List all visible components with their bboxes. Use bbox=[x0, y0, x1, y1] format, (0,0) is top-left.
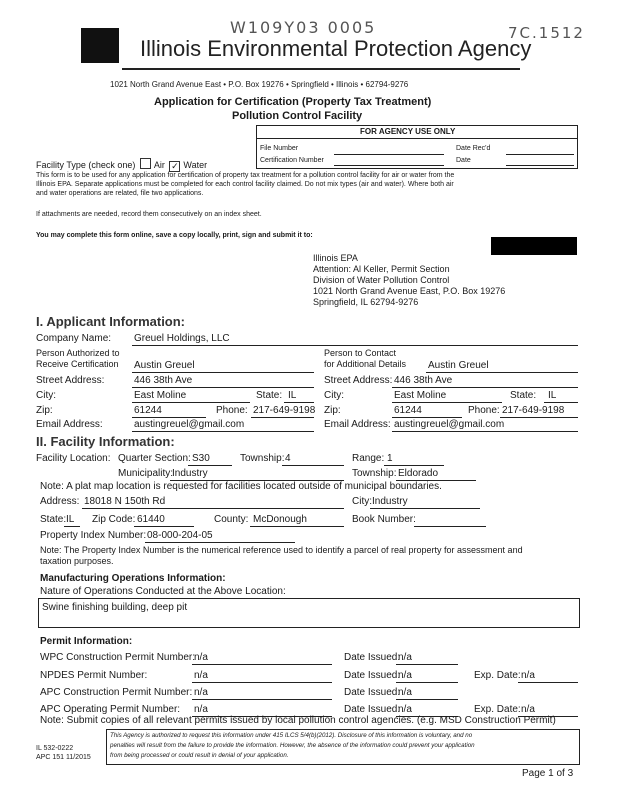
address-label: Address: bbox=[40, 496, 80, 507]
air-checkbox[interactable] bbox=[140, 158, 151, 169]
apc-operating-label: APC Operating Permit Number: bbox=[40, 704, 181, 715]
address-value[interactable]: 18018 N 150th Rd bbox=[84, 496, 166, 507]
phone2-line bbox=[500, 417, 578, 418]
email-label: Email Address: bbox=[36, 419, 103, 430]
email-line bbox=[132, 431, 314, 432]
npdes-value[interactable]: n/a bbox=[194, 670, 208, 681]
apc-construction-value[interactable]: n/a bbox=[194, 687, 208, 698]
municipality-label: Municipality: bbox=[118, 468, 174, 479]
township-line bbox=[282, 465, 344, 466]
email2-line bbox=[392, 431, 578, 432]
cert-number-line bbox=[334, 165, 444, 166]
form-revision: APC 151 11/2015 bbox=[36, 754, 91, 761]
street-line bbox=[132, 387, 314, 388]
facility-zip-value[interactable]: 61440 bbox=[137, 514, 165, 525]
date-line bbox=[506, 165, 574, 166]
permit-heading: Permit Information: bbox=[40, 636, 133, 647]
city2-value[interactable]: East Moline bbox=[394, 390, 447, 401]
instructions-line-3: and water operations are related, file two applications. bbox=[36, 190, 204, 197]
phone-label: Phone: bbox=[216, 405, 248, 416]
wpc-value[interactable]: n/a bbox=[194, 652, 208, 663]
pin-note-line-1: Note: The Property Index Number is the numerical reference used to identify a parcel of real property for assessment and bbox=[40, 545, 523, 555]
apc-operating-date-value[interactable]: n/a bbox=[398, 704, 412, 715]
contact-value[interactable]: Austin Greuel bbox=[428, 360, 489, 371]
form-title: Application for Certification (Property Tax Treatment) bbox=[154, 96, 432, 108]
phone-value[interactable]: 217-649-9198 bbox=[253, 405, 316, 416]
phone2-label: Phone: bbox=[468, 405, 500, 416]
date-recd-label: Date Rec'd bbox=[456, 145, 491, 152]
water-label: Water bbox=[183, 160, 208, 170]
zip2-label: Zip: bbox=[324, 405, 341, 416]
street2-line bbox=[392, 387, 578, 388]
nature-label: Nature of Operations Conducted at the Above Location: bbox=[40, 586, 286, 597]
municipality-value[interactable]: Industry bbox=[172, 468, 208, 479]
quarter-value[interactable]: S30 bbox=[192, 453, 210, 464]
authorized-label-2: Receive Certification bbox=[36, 359, 119, 369]
file-number-label: File Number bbox=[260, 145, 299, 152]
zip2-value[interactable]: 61244 bbox=[394, 405, 422, 416]
nature-value: Swine finishing building, deep pit bbox=[42, 602, 188, 613]
attachments-note: If attachments are needed, record them consecutively on an index sheet. bbox=[36, 211, 262, 218]
facility-type-row bbox=[36, 158, 207, 172]
state-label: State: bbox=[256, 390, 283, 401]
email-value[interactable]: austingreuel@gmail.com bbox=[134, 419, 245, 430]
street2-value[interactable]: 446 38th Ave bbox=[394, 375, 453, 386]
manufacturing-heading: Manufacturing Operations Information: bbox=[40, 573, 226, 584]
range-value[interactable]: 1 bbox=[387, 453, 393, 464]
contact-label-1: Person to Contact bbox=[324, 348, 397, 358]
county-label: County: bbox=[214, 514, 249, 525]
phone2-value[interactable]: 217-649-9198 bbox=[502, 405, 565, 416]
date-label: Date bbox=[456, 157, 471, 164]
facility-state-line bbox=[64, 526, 80, 527]
email2-value[interactable]: austingreuel@gmail.com bbox=[394, 419, 505, 430]
agency-name: Illinois Environmental Protection Agency bbox=[140, 36, 532, 61]
range-line bbox=[384, 465, 444, 466]
city2-line bbox=[392, 402, 502, 403]
apc-operating-exp-label: Exp. Date: bbox=[474, 704, 521, 715]
form-id: IL 532-0222 bbox=[36, 745, 74, 752]
npdes-label: NPDES Permit Number: bbox=[40, 670, 148, 681]
apc-operating-date-label: Date Issued: bbox=[344, 704, 401, 715]
submit-instructions: You may complete this form online, save a copy locally, print, sign and submit it to: bbox=[36, 232, 313, 239]
pin-value[interactable]: 08-000-204-05 bbox=[147, 530, 213, 541]
permit-note: Note: Submit copies of all relevant permits issued by local pollution control agencies. (e.g. MSD Construction Permit) bbox=[40, 715, 556, 726]
facility-city-line bbox=[370, 508, 480, 509]
water-checkbox[interactable] bbox=[169, 161, 180, 172]
city2-label: City: bbox=[324, 390, 344, 401]
company-label: Company Name: bbox=[36, 333, 112, 344]
instructions-line-1: This form is to be used for any application for certification of property tax treatment for a pollution control facility for air or water from the bbox=[36, 172, 455, 179]
contact-line bbox=[426, 372, 578, 373]
apc-construction-date-value[interactable]: n/a bbox=[398, 687, 412, 698]
township-name-value[interactable]: Eldorado bbox=[398, 468, 439, 479]
apc-construction-label: APC Construction Permit Number: bbox=[40, 687, 193, 698]
county-line bbox=[250, 526, 344, 527]
npdes-exp-label: Exp. Date: bbox=[474, 670, 521, 681]
mail-to-line-2: Attention: Al Keller, Permit Section bbox=[313, 264, 450, 274]
facility-zip-label: Zip Code: bbox=[92, 514, 136, 525]
city-label: City: bbox=[36, 390, 56, 401]
apc-construction-date-line bbox=[396, 699, 458, 700]
facility-city-label: City: bbox=[352, 496, 372, 507]
page-number: Page 1 of 3 bbox=[522, 768, 574, 779]
npdes-date-value[interactable]: n/a bbox=[398, 670, 412, 681]
cert-number-label: Certification Number bbox=[260, 157, 324, 164]
apc-operating-value[interactable]: n/a bbox=[194, 704, 208, 715]
apc-operating-exp-value[interactable]: n/a bbox=[521, 704, 535, 715]
pin-label: Property Index Number: bbox=[40, 530, 147, 541]
contact-label-2: for Additional Details bbox=[324, 359, 407, 369]
authorized-line bbox=[132, 372, 314, 373]
street-value[interactable]: 446 38th Ave bbox=[134, 375, 193, 386]
wpc-date-line bbox=[396, 664, 458, 665]
facility-type-label: Facility Type (check one) bbox=[36, 160, 136, 170]
mail-to-line-4: 1021 North Grand Avenue East, P.O. Box 19276 bbox=[313, 286, 506, 296]
disclaimer-line-2: penalties will result from the failure to provide the information. However, the absence of the information could prevent your application bbox=[110, 742, 475, 749]
mail-to-line-1: Illinois EPA bbox=[313, 253, 358, 263]
township-label: Township: bbox=[240, 453, 285, 464]
pin-line bbox=[145, 542, 295, 543]
wpc-date-value[interactable]: n/a bbox=[398, 652, 412, 663]
agency-box-rule bbox=[256, 138, 578, 139]
handwritten-id-right: 7C.1512 bbox=[508, 24, 585, 42]
agency-address: 1021 North Grand Avenue East • P.O. Box 19276 • Springfield • Illinois • 62794-9276 bbox=[110, 80, 409, 89]
facility-location-label: Facility Location: bbox=[36, 453, 111, 464]
township-value[interactable]: 4 bbox=[285, 453, 291, 464]
township-name-label: Township: bbox=[352, 468, 397, 479]
zip-value[interactable]: 61244 bbox=[134, 405, 162, 416]
authorized-label-1: Person Authorized to bbox=[36, 348, 120, 358]
range-label: Range: bbox=[352, 453, 385, 464]
npdes-line bbox=[192, 682, 332, 683]
file-number-line bbox=[334, 154, 444, 155]
mail-to-line-3: Division of Water Pollution Control bbox=[313, 275, 450, 285]
instructions-line-2: Illinois EPA. Separate applications must be completed for each control facility claimed. Do not mix types (air and water). Where both air bbox=[36, 181, 454, 188]
disclaimer-line-3: from being processed or could result in denial of your application. bbox=[110, 752, 289, 759]
redaction-block bbox=[491, 237, 577, 255]
disclaimer-line-1: This Agency is authorized to request this information under 415 ILCS 5/4(b)(2012). Disclosure of this information is voluntary, and no bbox=[110, 732, 473, 739]
facility-state-value[interactable]: IL bbox=[66, 514, 75, 525]
state2-value[interactable]: IL bbox=[548, 390, 557, 401]
water-check-mark: ✓ bbox=[171, 161, 179, 171]
npdes-date-label: Date Issued: bbox=[344, 670, 401, 681]
address-line bbox=[82, 508, 344, 509]
facility-section-heading: II. Facility Information: bbox=[36, 434, 175, 449]
zip-line bbox=[132, 417, 206, 418]
facility-zip-line bbox=[134, 526, 194, 527]
plat-map-note: Note: A plat map location is requested for facilities located outside of municipal boundaries. bbox=[40, 481, 442, 492]
npdes-exp-value[interactable]: n/a bbox=[521, 670, 535, 681]
book-number-label: Book Number: bbox=[352, 514, 416, 525]
date-recd-line bbox=[506, 154, 574, 155]
apc-construction-line bbox=[192, 699, 332, 700]
air-label: Air bbox=[153, 160, 165, 170]
handwritten-id: W109Y03 0005 bbox=[230, 18, 377, 37]
mail-to-line-5: Springfield, IL 62794-9276 bbox=[313, 297, 419, 307]
authorized-value[interactable]: Austin Greuel bbox=[134, 360, 195, 371]
applicant-section-heading: I. Applicant Information: bbox=[36, 314, 186, 329]
pin-note-line-2: taxation purposes. bbox=[40, 556, 114, 566]
zip-label: Zip: bbox=[36, 405, 53, 416]
quarter-line bbox=[188, 465, 232, 466]
street-label: Street Address: bbox=[36, 375, 105, 386]
company-line bbox=[132, 345, 578, 346]
form-subtitle: Pollution Control Facility bbox=[232, 110, 363, 122]
wpc-date-label: Date Issued: bbox=[344, 652, 401, 663]
agency-use-title: FOR AGENCY USE ONLY bbox=[360, 127, 456, 136]
email2-label: Email Address: bbox=[324, 419, 391, 430]
facility-city-value[interactable]: Industry bbox=[372, 496, 408, 507]
facility-state-label: State: bbox=[40, 514, 67, 525]
company-value[interactable]: Greuel Holdings, LLC bbox=[134, 333, 230, 344]
book-number-line bbox=[414, 526, 486, 527]
city-line bbox=[132, 402, 250, 403]
street2-label: Street Address: bbox=[324, 375, 393, 386]
apc-construction-date-label: Date Issued: bbox=[344, 687, 401, 698]
state-value[interactable]: IL bbox=[288, 390, 297, 401]
city-value[interactable]: East Moline bbox=[134, 390, 187, 401]
state2-label: State: bbox=[510, 390, 537, 401]
npdes-exp-line bbox=[518, 682, 578, 683]
header-rule bbox=[122, 68, 520, 70]
wpc-label: WPC Construction Permit Number: bbox=[40, 652, 196, 663]
county-value[interactable]: McDonough bbox=[253, 514, 307, 525]
state-line bbox=[284, 402, 314, 403]
zip2-line bbox=[392, 417, 462, 418]
agency-logo bbox=[81, 28, 119, 63]
npdes-date-line bbox=[396, 682, 458, 683]
wpc-line bbox=[192, 664, 332, 665]
nature-textarea[interactable] bbox=[38, 598, 580, 628]
state2-line bbox=[544, 402, 578, 403]
phone-line bbox=[251, 417, 314, 418]
quarter-label: Quarter Section: bbox=[118, 453, 191, 464]
